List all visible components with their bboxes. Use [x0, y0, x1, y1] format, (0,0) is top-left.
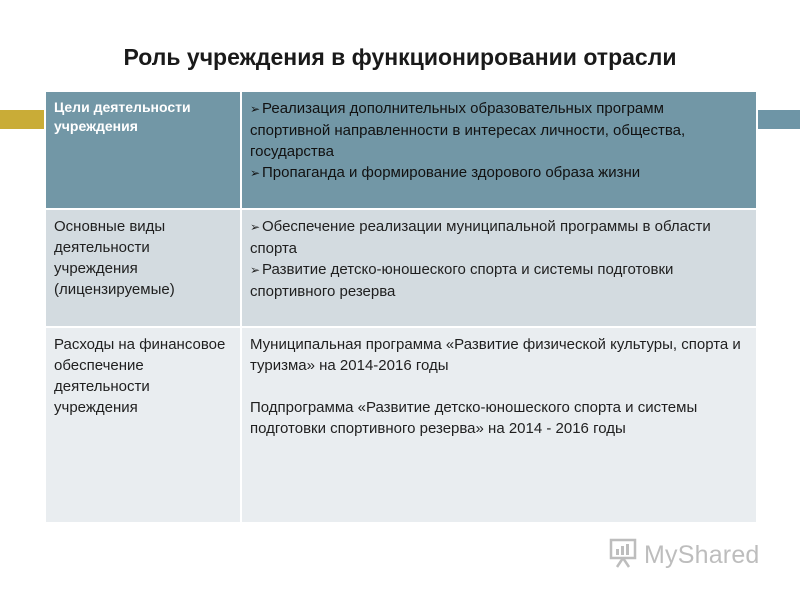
row-content-activities [241, 209, 757, 327]
table-row [45, 209, 757, 327]
presentation-board-icon [608, 537, 638, 574]
watermark [608, 539, 760, 571]
paragraph: Подпрограмма «Развитие детско-юношеского спорта и системы подготовки спортивного резерва» на 2014 - 2016 годы [250, 399, 698, 437]
watermark-text: MyShared [644, 540, 760, 569]
slide-title: Роль учреждения в функционировании отрасли [123, 44, 677, 70]
arrow-bullet-icon: ➢ [250, 263, 261, 277]
table-row [45, 327, 757, 523]
list-item: ➢ Обеспечение реализации муниципальной программы в области спорта [250, 218, 711, 257]
table-row [45, 91, 757, 209]
row-content-expenses [241, 327, 757, 523]
list-item: ➢ Реализация дополнительных образовательных программ спортивной направленности в интересах личности, общества, государства [250, 100, 686, 160]
row-label-goals: Цели деятельности учреждения [45, 91, 241, 209]
list-item: ➢ Развитие детско-юношеского спорта и системы подготовки спортивного резерва [250, 261, 674, 300]
arrow-bullet-icon: ➢ [250, 220, 261, 234]
paragraph: Муниципальная программа «Развитие физической культуры, спорта и туризма» на 2014-2016 годы [250, 336, 741, 374]
row-content-goals [241, 91, 757, 209]
role-table [44, 90, 758, 524]
accent-bar-right [756, 110, 800, 129]
list-item: ➢ Пропаганда и формирование здорового образа жизни [250, 162, 748, 184]
row-label-expenses: Расходы на финансовое обеспечение деятельности учреждения [45, 327, 241, 523]
accent-bar-left [0, 110, 44, 129]
arrow-bullet-icon: ➢ [250, 166, 261, 180]
arrow-bullet-icon: ➢ [250, 102, 261, 116]
row-label-activities: Основные виды деятельности учреждения (лицензируемые) [45, 209, 241, 327]
